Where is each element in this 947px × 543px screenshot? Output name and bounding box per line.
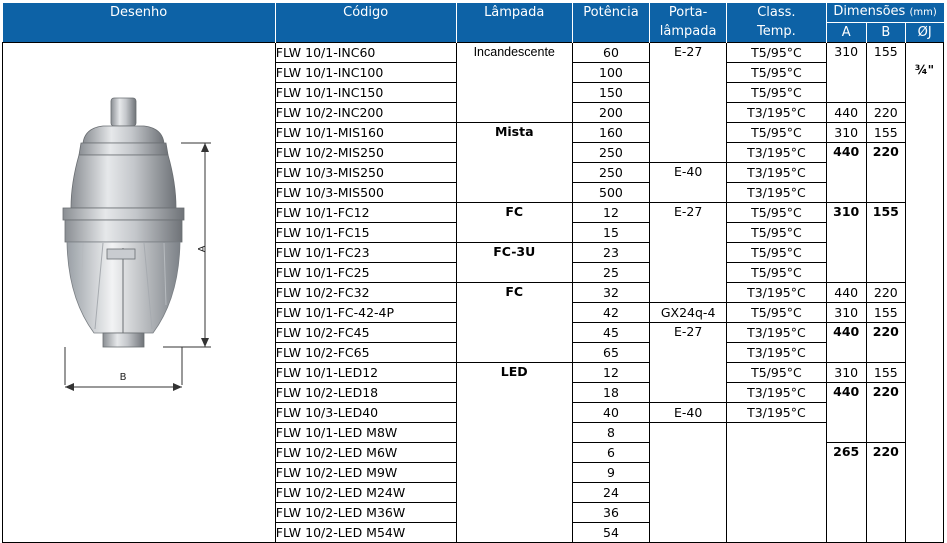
power-cell: 42 xyxy=(572,303,649,323)
header-blank xyxy=(456,23,572,43)
power-cell: 54 xyxy=(572,523,649,543)
temp-class-cell: T5/95°C xyxy=(727,123,826,143)
dim-a-cell: 265 xyxy=(826,443,866,543)
code-cell: FLW 10/1-LED12 xyxy=(275,363,456,383)
code-cell: FLW 10/2-LED M36W xyxy=(275,503,456,523)
header-row-1 xyxy=(3,3,944,23)
code-cell: FLW 10/1-INC60 xyxy=(275,43,456,63)
power-cell: 160 xyxy=(572,123,649,143)
code-cell: FLW 10/1-LED M8W xyxy=(275,423,456,443)
dim-b-cell: 220 xyxy=(866,283,905,303)
temp-class-cell: T3/195°C xyxy=(727,343,826,363)
socket-cell: E-27 xyxy=(650,43,727,163)
power-cell: 250 xyxy=(572,163,649,183)
dim-b-cell: 155 xyxy=(866,363,905,383)
header-power: Potência xyxy=(572,3,649,23)
dimension-b xyxy=(65,347,182,391)
temp-class-cell: T3/195°C xyxy=(727,183,826,203)
dim-a-cell: 310 xyxy=(826,123,866,143)
power-cell: 40 xyxy=(572,403,649,423)
code-cell: FLW 10/3-MIS500 xyxy=(275,183,456,203)
power-cell: 12 xyxy=(572,203,649,223)
luminaire-drawing xyxy=(3,43,259,383)
dim-a-cell: 440 xyxy=(826,283,866,303)
header-dimensions-label: Dimensões xyxy=(833,4,906,19)
power-cell: 65 xyxy=(572,343,649,363)
header-class-line2: Temp. xyxy=(727,23,826,43)
dim-b-cell: 220 xyxy=(866,443,905,543)
dim-a-cell: 440 xyxy=(826,383,866,443)
temp-class-cell: T5/95°C xyxy=(727,83,826,103)
temp-class-cell: T3/195°C xyxy=(727,323,826,343)
temp-class-cell: T5/95°C xyxy=(727,43,826,63)
header-dimensions xyxy=(826,3,943,23)
code-cell: FLW 10/2-FC65 xyxy=(275,343,456,363)
code-cell: FLW 10/2-LED M6W xyxy=(275,443,456,463)
dim-a-cell: 310 xyxy=(826,43,866,103)
code-cell: FLW 10/1-FC25 xyxy=(275,263,456,283)
temp-class-cell: T5/95°C xyxy=(727,263,826,283)
power-cell: 25 xyxy=(572,263,649,283)
dimension-a-label: A xyxy=(197,245,208,253)
code-cell: FLW 10/1-FC23 xyxy=(275,243,456,263)
code-cell: FLW 10/2-INC200 xyxy=(275,103,456,123)
header-dim-b: B xyxy=(866,23,905,43)
code-cell: FLW 10/1-FC15 xyxy=(275,223,456,243)
dim-b-cell: 220 xyxy=(866,143,905,203)
code-cell: FLW 10/1-FC-42-4P xyxy=(275,303,456,323)
code-cell: FLW 10/1-MIS160 xyxy=(275,123,456,143)
power-cell: 100 xyxy=(572,63,649,83)
temp-class-cell: T5/95°C xyxy=(727,63,826,83)
code-cell: FLW 10/1-INC150 xyxy=(275,83,456,103)
lamp-type-cell: Mista xyxy=(456,123,572,203)
power-cell: 250 xyxy=(572,143,649,163)
table-row xyxy=(3,43,944,63)
dim-b-cell: 220 xyxy=(866,383,905,443)
dim-b-cell: 155 xyxy=(866,303,905,323)
temp-class-cell: T3/195°C xyxy=(727,163,826,183)
header-blank xyxy=(3,23,276,43)
socket-cell: E-40 xyxy=(650,403,727,423)
header-dimensions-unit: (mm) xyxy=(909,7,937,18)
header-dim-oj: ØJ xyxy=(905,23,943,43)
code-cell: FLW 10/3-MIS250 xyxy=(275,163,456,183)
luminaire-body xyxy=(63,98,184,347)
socket-cell: E-27 xyxy=(650,323,727,403)
power-cell: 18 xyxy=(572,383,649,403)
socket-cell: E-27 xyxy=(650,203,727,303)
dim-b-cell: 155 xyxy=(866,43,905,103)
socket-cell: GX24q-4 xyxy=(650,303,727,323)
lamp-type-cell: Incandescente xyxy=(456,43,572,123)
power-cell: 24 xyxy=(572,483,649,503)
header-dim-a: A xyxy=(826,23,866,43)
luminaire-drawing-cell xyxy=(3,43,276,543)
header-blank xyxy=(572,23,649,43)
dim-a-cell: 440 xyxy=(826,103,866,123)
dim-b-cell: 220 xyxy=(866,103,905,123)
temp-class-cell: T5/95°C xyxy=(727,203,826,223)
code-cell: FLW 10/2-LED M24W xyxy=(275,483,456,503)
socket-cell-empty xyxy=(650,423,727,543)
thread-size-cell: ¾" xyxy=(905,43,943,543)
dim-b-cell: 155 xyxy=(866,203,905,283)
power-cell: 45 xyxy=(572,323,649,343)
power-cell: 8 xyxy=(572,423,649,443)
lamp-type-cell: FC xyxy=(456,283,572,363)
power-cell: 32 xyxy=(572,283,649,303)
header-class-line1: Class. xyxy=(727,3,826,23)
code-cell: FLW 10/2-FC32 xyxy=(275,283,456,303)
power-cell: 36 xyxy=(572,503,649,523)
header-row-2 xyxy=(3,23,944,43)
temp-class-cell: T5/95°C xyxy=(727,223,826,243)
dimension-b-label: B xyxy=(119,372,127,383)
power-cell: 23 xyxy=(572,243,649,263)
code-cell: FLW 10/3-LED40 xyxy=(275,403,456,423)
header-lamp: Lâmpada xyxy=(456,3,572,23)
header-socket-line2: lâmpada xyxy=(650,23,727,43)
power-cell: 12 xyxy=(572,363,649,383)
temp-class-cell-empty xyxy=(727,423,826,543)
code-cell: FLW 10/2-LED M9W xyxy=(275,463,456,483)
temp-class-cell: T5/95°C xyxy=(727,243,826,263)
power-cell: 9 xyxy=(572,463,649,483)
temp-class-cell: T3/195°C xyxy=(727,103,826,123)
header-drawing: Desenho xyxy=(3,3,276,23)
temp-class-cell: T3/195°C xyxy=(727,383,826,403)
temp-class-cell: T3/195°C xyxy=(727,143,826,163)
code-cell: FLW 10/2-LED18 xyxy=(275,383,456,403)
lamp-type-cell: FC xyxy=(456,203,572,243)
header-blank xyxy=(275,23,456,43)
power-cell: 500 xyxy=(572,183,649,203)
code-cell: FLW 10/2-LED M54W xyxy=(275,523,456,543)
dim-b-cell: 220 xyxy=(866,323,905,363)
header-code: Código xyxy=(275,3,456,23)
dim-b-cell: 155 xyxy=(866,123,905,143)
code-cell: FLW 10/2-MIS250 xyxy=(275,143,456,163)
power-cell: 200 xyxy=(572,103,649,123)
power-cell: 60 xyxy=(572,43,649,63)
code-cell: FLW 10/2-FC45 xyxy=(275,323,456,343)
power-cell: 6 xyxy=(572,443,649,463)
temp-class-cell: T5/95°C xyxy=(727,363,826,383)
lamp-type-cell: LED xyxy=(456,363,572,543)
code-cell: FLW 10/1-INC100 xyxy=(275,63,456,83)
code-cell: FLW 10/1-FC12 xyxy=(275,203,456,223)
dim-a-cell: 310 xyxy=(826,303,866,323)
header-socket-line1: Porta- xyxy=(650,3,727,23)
dim-a-cell: 310 xyxy=(826,203,866,283)
power-cell: 150 xyxy=(572,83,649,103)
dim-a-cell: 440 xyxy=(826,323,866,363)
temp-class-cell: T3/195°C xyxy=(727,283,826,303)
product-spec-table xyxy=(2,3,944,543)
power-cell: 15 xyxy=(572,223,649,243)
socket-cell: E-40 xyxy=(650,163,727,203)
lamp-type-cell: FC-3U xyxy=(456,243,572,283)
dim-a-cell: 440 xyxy=(826,143,866,203)
temp-class-cell: T5/95°C xyxy=(727,303,826,323)
dim-a-cell: 310 xyxy=(826,363,866,383)
temp-class-cell: T3/195°C xyxy=(727,403,826,423)
